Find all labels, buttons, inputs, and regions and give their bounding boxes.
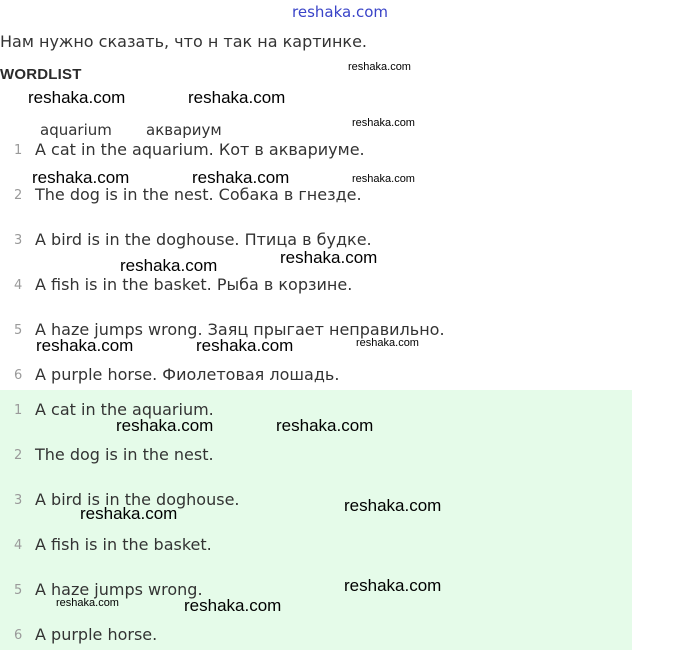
watermark: reshaka.com <box>352 117 415 129</box>
row-number: 1 <box>14 403 23 418</box>
wordlist-title: WORDLIST <box>0 66 82 83</box>
watermark: reshaka.com <box>56 597 119 609</box>
watermark: reshaka.com <box>192 168 290 187</box>
watermark: reshaka.com <box>352 173 415 185</box>
watermark: reshaka.com <box>188 88 286 107</box>
watermark: reshaka.com <box>116 416 214 435</box>
row-number: 6 <box>14 628 23 643</box>
row-number: 3 <box>14 493 23 508</box>
row-number: 6 <box>14 368 23 383</box>
row-sentence: A haze jumps wrong. Заяц прыгает неправильно. <box>35 320 445 339</box>
row-sentence: A cat in the aquarium. Кот в аквариуме. <box>35 140 365 159</box>
row-number: 2 <box>14 448 23 463</box>
watermark: reshaka.com <box>356 337 419 349</box>
row-sentence: A cat in the aquarium. <box>35 400 214 419</box>
row-number: 2 <box>14 188 23 203</box>
answer-row-2 <box>0 443 632 473</box>
row-sentence: A purple horse. <box>35 625 158 644</box>
watermark: reshaka.com <box>80 504 178 523</box>
answer-row-6 <box>0 623 632 653</box>
row-sentence: The dog is in the nest. Собака в гнезде. <box>35 185 362 204</box>
row-number: 5 <box>14 583 23 598</box>
wordlist-word-en: aquarium <box>40 121 112 139</box>
watermark: reshaka.com <box>28 88 126 107</box>
intro-text: Нам нужно сказать, что н так на картинке. <box>0 32 367 51</box>
translation-row-4 <box>0 273 632 303</box>
translation-row-6 <box>0 363 632 393</box>
row-sentence: A fish is in the basket. <box>35 535 212 554</box>
watermark: reshaka.com <box>36 336 134 355</box>
wordlist-cut-line <box>0 121 300 139</box>
row-sentence: A purple horse. Фиолетовая лошадь. <box>35 365 340 384</box>
row-sentence: A fish is in the basket. Рыба в корзине. <box>35 275 353 294</box>
row-number: 4 <box>14 538 23 553</box>
row-number: 5 <box>14 323 23 338</box>
watermark: reshaka.com <box>280 248 378 267</box>
watermark: reshaka.com <box>276 416 374 435</box>
row-number: 3 <box>14 233 23 248</box>
row-sentence: A bird is in the doghouse. Птица в будке. <box>35 230 372 249</box>
row-number: 4 <box>14 278 23 293</box>
watermark: reshaka.com <box>32 168 130 187</box>
row-sentence: A haze jumps wrong. <box>35 580 203 599</box>
watermark: reshaka.com <box>344 496 442 515</box>
translation-row-1 <box>0 138 632 168</box>
row-number: 1 <box>14 143 23 158</box>
answer-row-4 <box>0 533 632 563</box>
watermark: reshaka.com <box>344 576 442 595</box>
watermark: reshaka.com <box>120 256 218 275</box>
watermark: reshaka.com <box>196 336 294 355</box>
header-site-link[interactable]: reshaka.com <box>292 3 388 21</box>
row-sentence: The dog is in the nest. <box>35 445 214 464</box>
watermark: reshaka.com <box>348 61 411 73</box>
wordlist-word-ru: аквариум <box>146 121 222 139</box>
watermark: reshaka.com <box>184 596 282 615</box>
row-sentence: A bird is in the doghouse. <box>35 490 240 509</box>
